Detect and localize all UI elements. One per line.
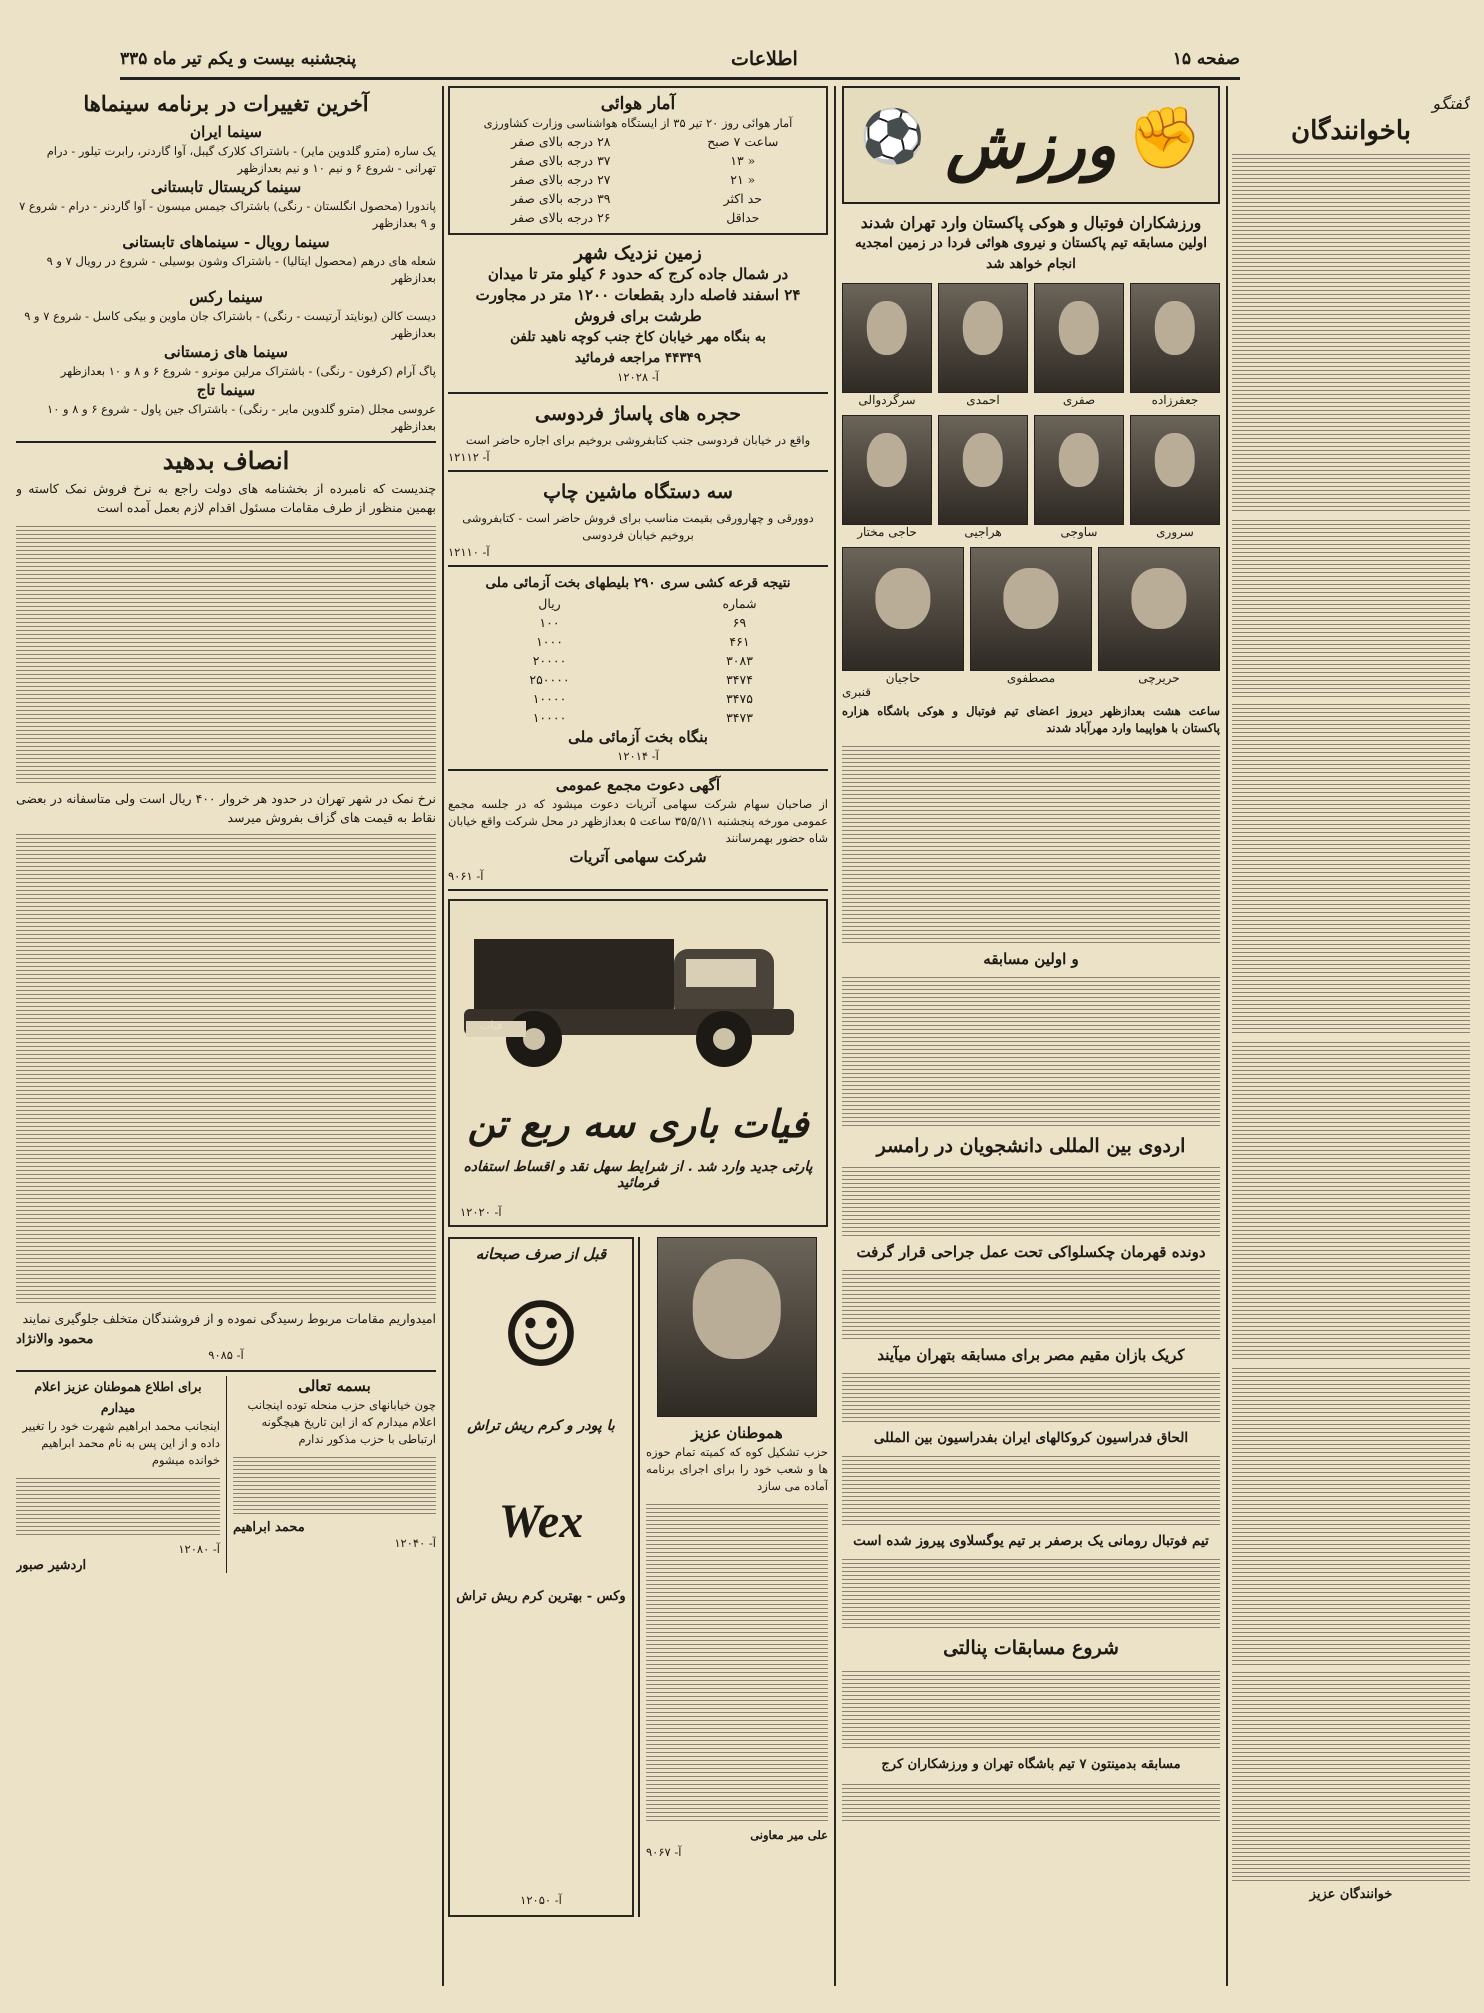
sports-h2: و اولین مسابقه	[983, 950, 1079, 968]
football-icon: ⚽	[860, 107, 925, 167]
weather-row: « ۱۳ ۳۷ درجه بالای صفر	[511, 153, 756, 168]
sports-h7: تیم فوتبال رومانی یک برصفر بر تیم یوگسلاوی پیروز شده است	[853, 1533, 1209, 1549]
land-ad-line: طرشت برای فروش	[574, 307, 702, 325]
weather-row: حد اکثر ۳۹ درجه بالای صفر	[511, 191, 762, 206]
shops-ad	[448, 400, 828, 472]
weather-table	[456, 132, 820, 227]
cinema-list	[16, 122, 436, 435]
print-ad	[448, 478, 828, 567]
meeting-notice	[448, 775, 828, 891]
compatriots-ad	[638, 1237, 828, 1917]
ad-code: آ- ۱۲۱۱۲	[448, 450, 490, 464]
wex-bottom: وکس - بهترین کرم ریش تراش	[456, 1589, 626, 1604]
cinema-column	[16, 86, 436, 1986]
fairness-body	[16, 479, 436, 1328]
fairness-title: انصاف بدهید	[162, 446, 290, 475]
small-ad-1	[16, 1376, 226, 1573]
ad-code: آ- ۱۲۰۸۰	[178, 1542, 220, 1556]
compatriots-title: هموطنان عزیز	[691, 1424, 783, 1442]
bottom-ads	[448, 1237, 828, 1917]
land-ad-line: ۴۴۳۴۹ مراجعه فرمائید	[574, 350, 702, 366]
shops-ad-title: حجره های پاساژ فردوسی	[535, 403, 741, 425]
weather-row: ساعت ۷ صبح ۲۸ درجه بالای صفر	[511, 134, 779, 149]
player-photo	[970, 547, 1092, 671]
print-ad-title: سه دستگاه ماشین چاپ	[543, 481, 733, 503]
player-photo	[1130, 415, 1220, 525]
player-photo	[1034, 283, 1124, 393]
ad-code: آ- ۹۰۶۷	[646, 1845, 682, 1859]
lottery-box	[448, 573, 828, 771]
ad-code: آ- ۱۲۰۴۰	[394, 1536, 436, 1550]
land-ad-line: ۲۴ اسفند فاصله دارد بقطعات ۱۲۰۰ متر در مجاورت	[475, 286, 801, 304]
readers-title: باخوانندگان	[1290, 116, 1411, 146]
readers-column	[1232, 86, 1470, 1986]
small-ad-2-title: بسمه تعالی	[298, 1377, 371, 1395]
lottery-row: ۳۴۷۳ ۱۰۰۰۰	[532, 710, 753, 725]
photo-row-2	[842, 415, 1220, 539]
readers-kicker: گفتگو	[1432, 94, 1470, 113]
photo-row-1	[842, 283, 1220, 407]
player-name: مصطفوی	[1006, 671, 1056, 685]
player-photo	[1034, 415, 1124, 525]
cinema-item: سینما رویال - سینماهای تابستانی شعله های درهم (محصول ایتالیا) - باشتراک وشون بوسیلی - شروع در رویال ۷ و ۹ بعدازظهر	[46, 233, 436, 285]
small-ad-1-title: برای اطلاع هموطنان عزیز اعلام میدارم	[34, 1379, 202, 1415]
readers-signoff: خوانندگان عزیز	[1309, 1887, 1393, 1902]
small-ad-1-signature: اردشیر صبور	[16, 1558, 87, 1573]
weather-title: آمار هوائی	[600, 94, 676, 114]
lottery-header: شماره ریال	[538, 596, 757, 611]
sports-h4: دونده قهرمان چکسلواکی تحت عمل جراحی قرار گرفت	[856, 1243, 1206, 1261]
sports-main-subheadline: اولین مسابقه تیم پاکستان و نیروی هوائی فردا در زمین امجدیه انجام خواهد شد	[854, 235, 1207, 272]
player-name-extra: قنبری	[842, 685, 871, 699]
player-name: حریرچی	[1138, 671, 1180, 685]
sports-banner	[842, 86, 1220, 204]
lottery-row: ۳۰۸۳ ۲۰۰۰۰	[532, 653, 753, 668]
sports-h5: کریک بازان مقیم مصر برای مسابقه بتهران میآیند	[877, 1346, 1185, 1364]
land-ad-title: زمین نزدیک شهر	[574, 243, 702, 264]
fiat-ad	[448, 899, 828, 1227]
print-ad-body: دوورقی و چهارورقی بقیمت مناسب برای فروش حاضر است - کتابفروشی بروخیم خیابان فردوسی	[462, 511, 814, 542]
fiat-brand: فیات باری سه ربع تن	[467, 1101, 809, 1146]
player-photo	[842, 283, 932, 393]
cinema-item: سینما کریستال تابستانی پاندورا (محصول انگلستان - رنگی) باشتراک جیمس میسون - آوا گاردنر - درام - شروع ۷ و ۹ بعدازظهر	[19, 178, 436, 230]
lottery-row: ۶۹ ۱۰۰	[539, 615, 747, 630]
player-name: حاجی مختار	[857, 525, 917, 539]
boxer-icon: ✊	[1127, 103, 1202, 173]
sports-title: ورزش	[945, 107, 1117, 183]
wex-brand: Wex	[498, 1495, 584, 1548]
weather-row: « ۲۱ ۲۷ درجه بالای صفر	[511, 172, 756, 187]
lottery-row: ۳۴۷۴ ۲۵۰۰۰۰	[529, 672, 753, 687]
newspaper-name: اطلاعات	[731, 47, 798, 70]
player-name: صفری	[1062, 393, 1096, 407]
small-ad-1-body: اینجانب محمد ابراهیم شهرت خود را تغییر داده و از این پس به نام محمد ابراهیم خوانده میشوم	[22, 1419, 220, 1467]
sports-caption: ساعت هشت بعدازظهر دیروز اعضای تیم فوتبال و هوکی باشگاه هزاره پاکستان با هواپیما وارد مهرآباد شدند	[842, 704, 1220, 735]
ad-code: آ- ۹۰۸۵	[208, 1348, 244, 1362]
player-photo	[938, 415, 1028, 525]
sports-h3: اردوی بین المللی دانشجویان در رامسر	[876, 1135, 1186, 1157]
sports-h9: مسابقه بدمینتون ۷ تیم باشگاه تهران و ورزشکاران کرج	[881, 1757, 1181, 1772]
page-header	[120, 40, 1240, 80]
cinema-item: سینما های زمستانی پاگ آرام (کرفون - رنگی) - باشتراک مرلین مونرو - شروع ۶ و ۸ و ۱۰ بعدازظهر	[60, 343, 436, 378]
player-name: هراجیی	[964, 525, 1002, 539]
shops-ad-body: واقع در خیابان فردوسی جنب کتابفروشی بروخیم برای اجاره حاضر است	[465, 433, 811, 447]
readers-text	[1232, 151, 1470, 1881]
wex-mid: با پودر و کرم ریش تراش	[467, 1418, 615, 1434]
sports-h6: الحاق فدراسیون کروکالهای ایران بفدراسیون بین المللی	[873, 1430, 1189, 1446]
ad-code: آ- ۹۰۶۱	[448, 869, 484, 883]
lottery-table	[448, 594, 828, 727]
land-ad-line: در شمال جاده کرج که حدود ۶ کیلو متر تا میدان	[487, 265, 789, 283]
cinema-item: سینما ایران یک ساره (مترو گلدوین مایر) - باشتراک کلارک گیبل، آوا گاردنر، رابرت تیلور - درام تهرانی - شروع ۶ و نیم ۱۰ و نیم بعدازظهر	[46, 123, 436, 175]
ad-code: آ- ۱۲۰۱۴	[617, 749, 659, 763]
small-ad-2-signature: محمد ابراهیم	[233, 1520, 305, 1535]
notice-body: از صاحبان سهام شرکت سهامی آتریات دعوت میشود که در جلسه مجمع عمومی مورخه پنجشنبه ۳۵/۵/۱۱ ساعت ۵ بعدازظهر در محل شرکت واقع خیابان شاه حضور بهمرسانند	[448, 797, 828, 845]
cinema-item: سینما رکس دیست کالن (یونایتد آرتیست - رنگی) - باشتراک جان ماوین و بیکی کاسل - شروع ۷ و ۹ بعدازظهر	[24, 288, 436, 340]
page-number: صفحه ۱۵	[1172, 48, 1240, 69]
ad-code: آ- ۱۲۱۱۰	[448, 545, 490, 559]
player-photo	[842, 547, 964, 671]
lottery-footer: بنگاه بخت آزمائی ملی	[568, 728, 708, 746]
compatriots-signature: علی میر معاونی	[750, 1828, 828, 1842]
fairness-paragraph: چندیست که نامبرده از بخشنامه های دولت راجع به نرخ فروش نمک کاسته و بهمین منظور از طرف مقامات مسئول اقدام لازم بعمل آمده است	[16, 481, 436, 515]
player-name: احمدی	[966, 393, 1000, 407]
issue-date: پنجشنبه بیست و یکم تیر ماه ۳۳۵	[120, 48, 357, 69]
ad-code: آ- ۱۲۰۲۰	[460, 1205, 502, 1219]
player-photo	[842, 415, 932, 525]
ad-code: آ- ۱۲۰۵۰	[520, 1893, 562, 1907]
small-ad-2-body: چون خیابانهای حزب منحله توده اینجانب اعلام میدارم که از این تاریخ هیچگونه ارتباطی با حزب مذکور ندارم	[247, 1398, 436, 1446]
notice-company: شرکت سهامی آتریات	[569, 848, 707, 866]
player-name: سرگردوالی	[858, 393, 916, 407]
weather-intro: آمار هوائی روز ۲۰ تیر ۳۵ از ایستگاه هواشناسی وزارت کشاورزی	[483, 116, 793, 130]
cinema-item: سینما تاج عروسی مجلل (مترو گلدوین مایر - رنگی) - باشتراک جین پاول - شروع ۶ و ۸ و ۱۰ بعدازظهر	[47, 381, 436, 433]
player-photo	[1130, 283, 1220, 393]
ad-code: آ- ۱۲۰۲۸	[617, 370, 659, 384]
player-name: سروری	[1156, 525, 1194, 539]
fairness-signature: محمود والانژاد	[16, 1332, 94, 1347]
lottery-row: ۴۶۱ ۱۰۰۰	[536, 634, 750, 649]
compatriots-body: حزب تشکیل کوه که کمیته تمام حوزه ها و شعب خود را برای اجرای برنامه آماده می سازد	[646, 1445, 828, 1493]
players-photos	[842, 283, 1220, 699]
sports-column	[842, 86, 1220, 1986]
sports-main-headline: ورزشکاران فوتبال و هوکی پاکستان وارد تهران شدند	[860, 213, 1202, 232]
notice-title: آگهی دعوت مجمع عمومی	[555, 776, 721, 794]
fairness-paragraph: امیدواریم مقامات مربوط رسیدگی نموده و از فروشندگان متخلف جلوگیری نمایند	[22, 1311, 436, 1326]
player-name: ساوجی	[1060, 525, 1098, 539]
ads-column	[448, 86, 828, 1986]
wex-ad	[448, 1237, 634, 1917]
player-name: حاجیان	[885, 671, 921, 685]
fiat-plate: فیات	[480, 1019, 503, 1032]
lottery-row: ۳۴۷۵ ۱۰۰۰۰	[532, 691, 753, 706]
fiat-tagline: پارتی جدید وارد شد . از شرایط سهل نقد و اقساط استفاده فرمائید	[463, 1159, 813, 1191]
player-photo	[938, 283, 1028, 393]
player-photo	[1098, 547, 1220, 671]
land-ad-line: به بنگاه مهر خیابان کاخ جنب کوچه ناهید تلفن	[510, 329, 766, 345]
player-name: جعفرزاده	[1151, 393, 1199, 407]
small-ad-2	[226, 1376, 436, 1573]
photo-row-3	[842, 547, 1220, 685]
weather-box	[448, 86, 828, 235]
lottery-title: نتیجه قرعه کشی سری ۲۹۰ بلیطهای بخت آزمائی ملی	[485, 575, 791, 591]
land-ad	[448, 243, 828, 394]
wex-top: قبل از صرف صبحانه	[475, 1245, 607, 1263]
pickup-truck-icon	[454, 909, 814, 1089]
man-shaving-icon: ☺	[500, 1283, 582, 1388]
fairness-paragraph: نرخ نمک در شهر تهران در حدود هر خروار ۴۰۰ ریال است ولی متاسفانه در بعضی نقاط به قیمت های گزاف بفروش میرسد	[16, 791, 436, 825]
sports-h8: شروع مسابقات پنالتی	[943, 1637, 1119, 1659]
cinemas-title: آخرین تغییرات در برنامه سینماها	[83, 91, 369, 116]
portrait-photo	[657, 1237, 817, 1417]
weather-row: حداقل ۲۶ درجه بالای صفر	[511, 210, 760, 225]
